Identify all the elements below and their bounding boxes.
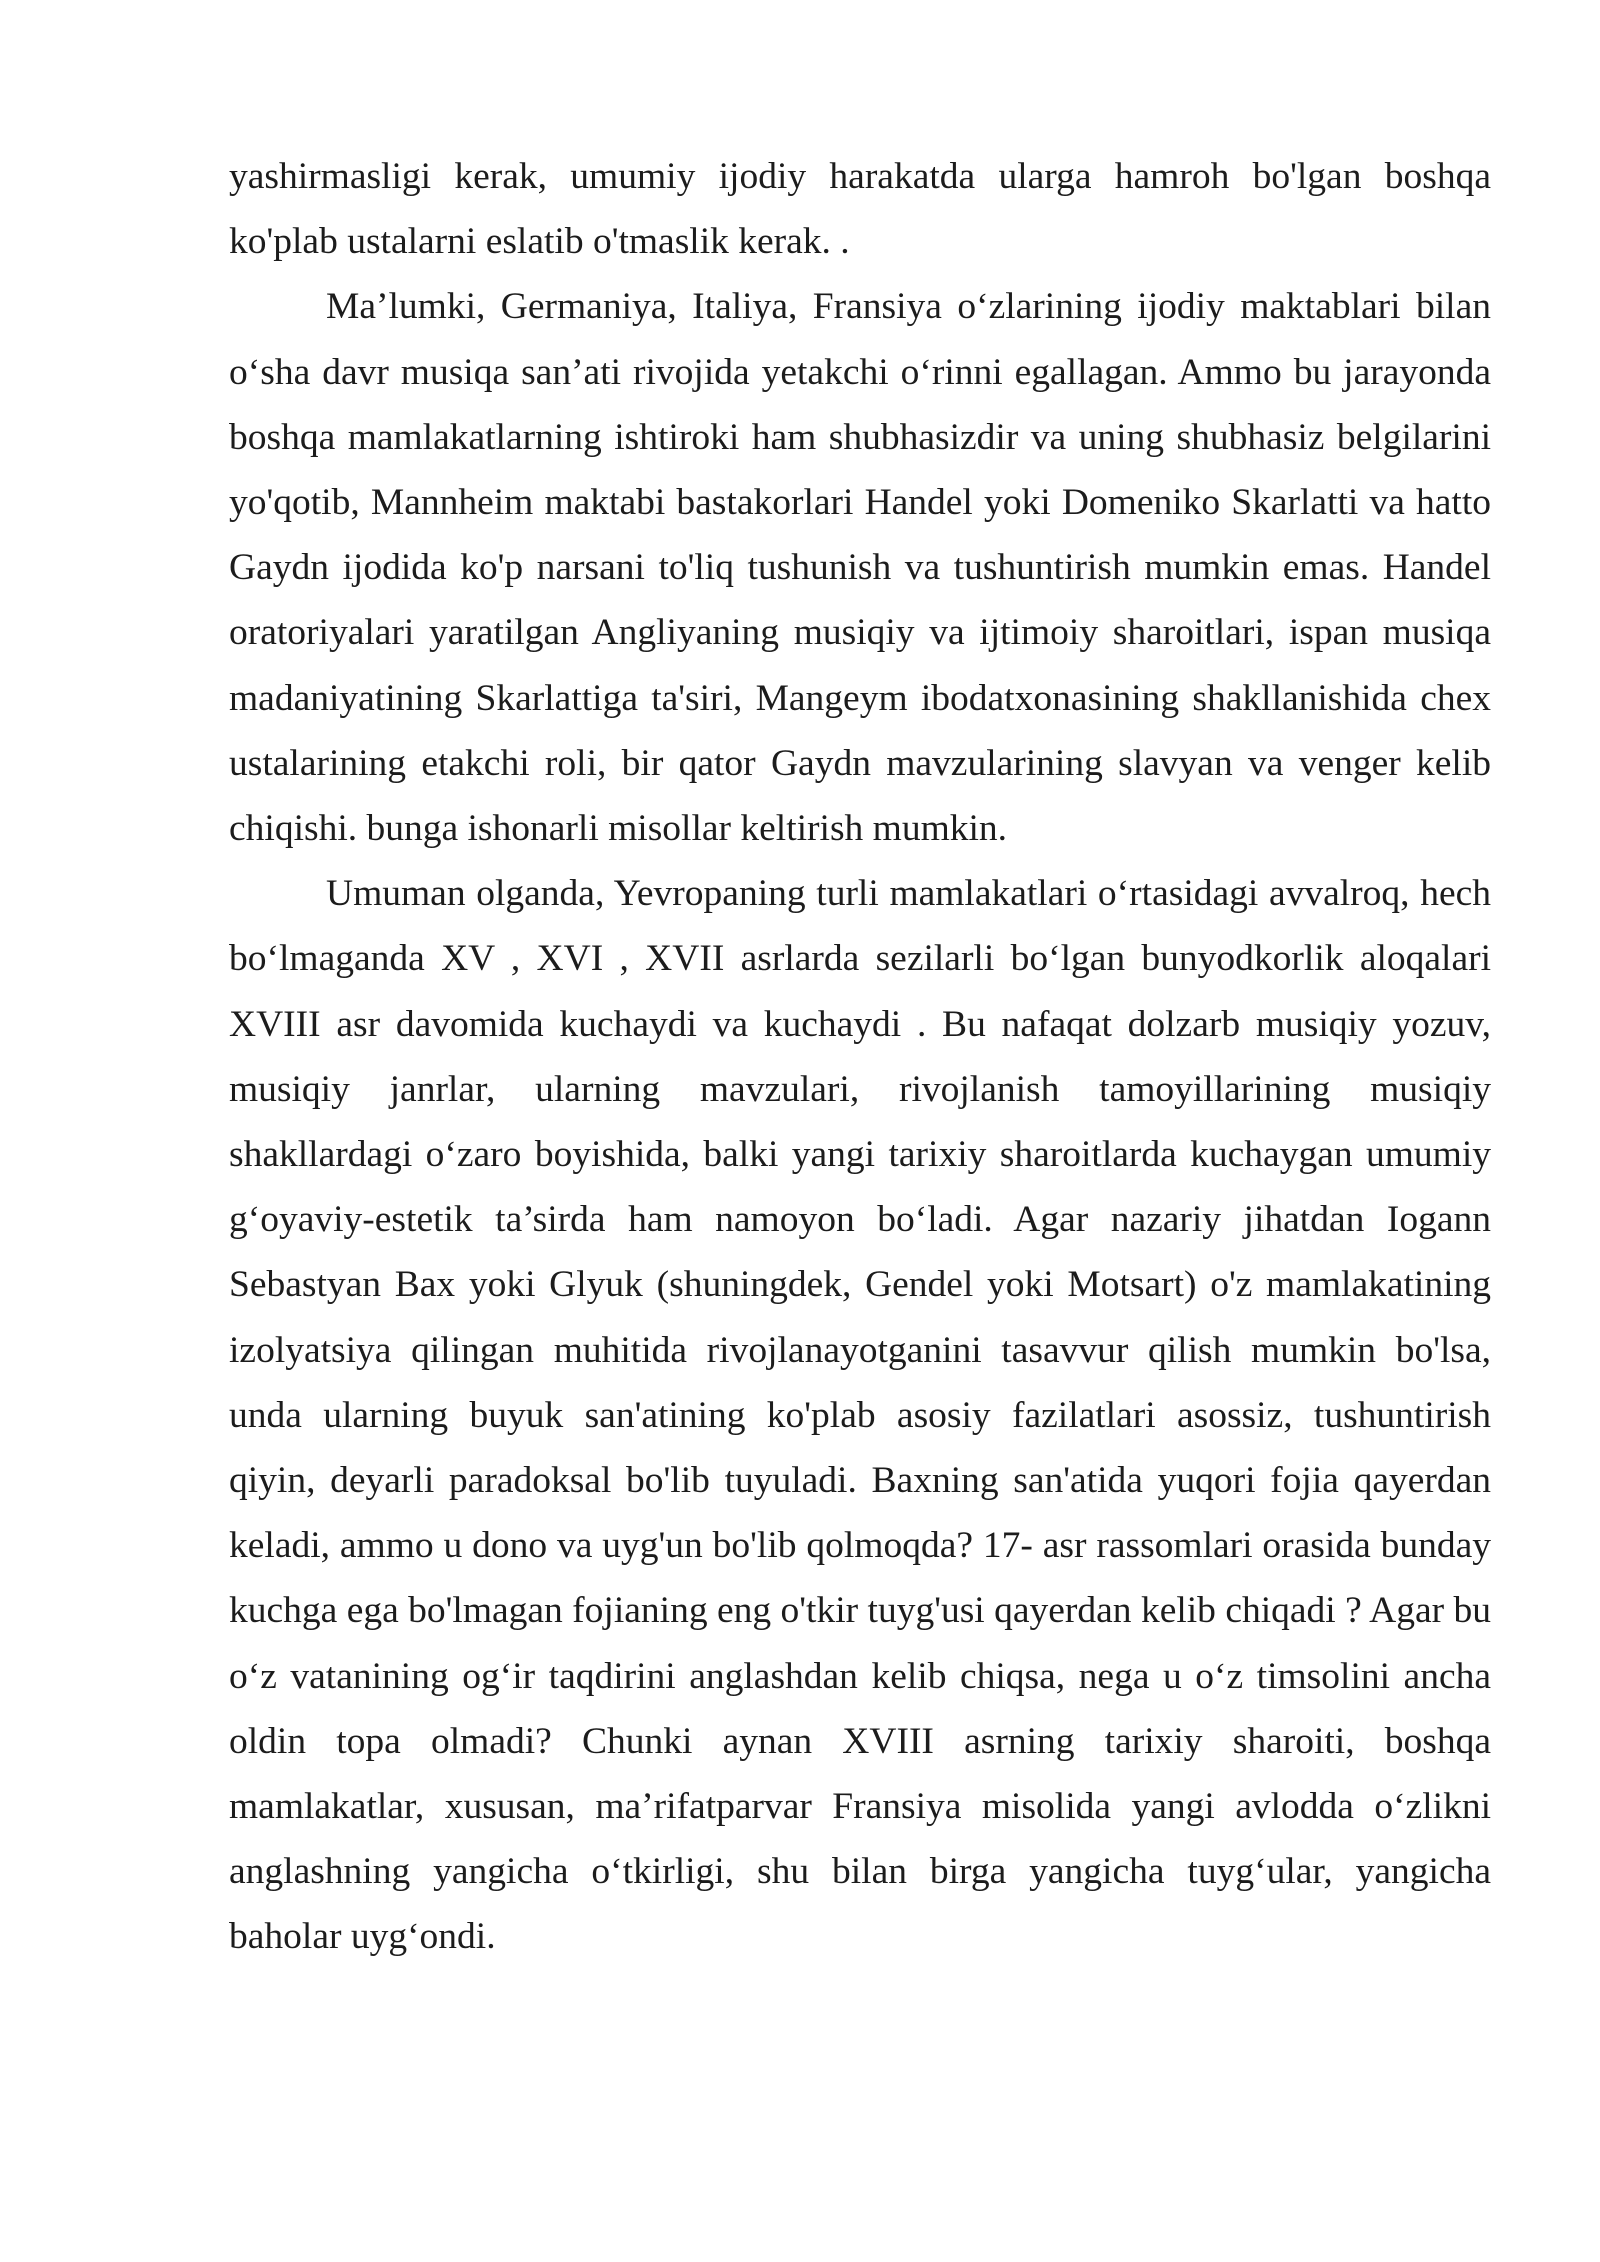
paragraph: Umuman olganda, Yevropaning turli mamlakatlari o‘rtasidagi avvalroq, hech bo‘lmaganda XV , XVI , XVII asrlarda sezilarli bo‘lgan bunyodkorlik aloqalari XVIII asr davomida kuchaydi va kuchaydi . Bu nafaqat dolzarb musiqiy yozuv, musiqiy janrlar, ularning mavzulari, rivojlanish tamoyillarining musiqiy shakllardagi o‘zaro boyishida, balki yangi tarixiy sharoitlarda kuchaygan umumiy g‘oyaviy-estetik ta’sirda ham namoyon bo‘ladi. Agar nazariy jihatdan Iogann Sebastyan Bax yoki Glyuk (shuningdek, Gendel yoki Motsart) o'z mamlakatining izolyatsiya qilingan muhitida rivojlanayotganini tasavvur qilish mumkin bo'lsa, unda ularning buyuk san'atining ko'plab asosiy fazilatlari asossiz, tushuntirish qiyin, deyarli paradoksal bo'lib tuyuladi. Baxning san'atida yuqori fojia qayerdan keladi, ammo u dono va uyg'un bo'lib qolmoqda? 17- asr rassomlari orasida bunday kuchga ega bo'lmagan fojianing eng o'tkir tuyg'usi qayerdan kelib chiqadi ? Agar bu o‘z vatanining og‘ir taqdirini anglashdan kelib chiqsa, nega u o‘z timsolini ancha oldin topa olmadi? Chunki aynan XVIII asrning tarixiy sharoiti, boshqa mamlakatlar, xususan, ma’rifatparvar Fransiya misolida yangi avlodda o‘zlikni anglashning yangicha o‘tkirligi, shu bilan birga yangicha tuyg‘ular, yangicha baholar uyg‘ondi. <box>229 873 1491 1958</box>
body-text <box>229 144 1491 1970</box>
paragraph: Ma’lumki, Germaniya, Italiya, Fransiya o‘zlarining ijodiy maktablari bilan o‘sha davr musiqa san’ati rivojida yetakchi o‘rinni egallagan. Ammo bu jarayonda boshqa mamlakatlarning ishtiroki ham shubhasizdir va uning shubhasiz belgilarini yo'qotib, Mannheim maktabi bastakorlari Handel yoki Domeniko Skarlatti va hatto Gaydn ijodida ko'p narsani to'liq tushunish va tushuntirish mumkin emas. Handel oratoriyalari yaratilgan Angliyaning musiqiy va ijtimoiy sharoitlari, ispan musiqa madaniyatining Skarlattiga ta'siri, Mangeym ibodatxonasining shakllanishida chex ustalarining etakchi roli, bir qator Gaydn mavzularining slavyan va venger kelib chiqishi. bunga ishonarli misollar keltirish mumkin. <box>229 286 1491 850</box>
paragraph-continuation: yashirmasligi kerak, umumiy ijodiy harakatda ularga hamroh bo'lgan boshqa ko'plab ustalarni eslatib o'tmaslik kerak. . <box>229 156 1491 263</box>
